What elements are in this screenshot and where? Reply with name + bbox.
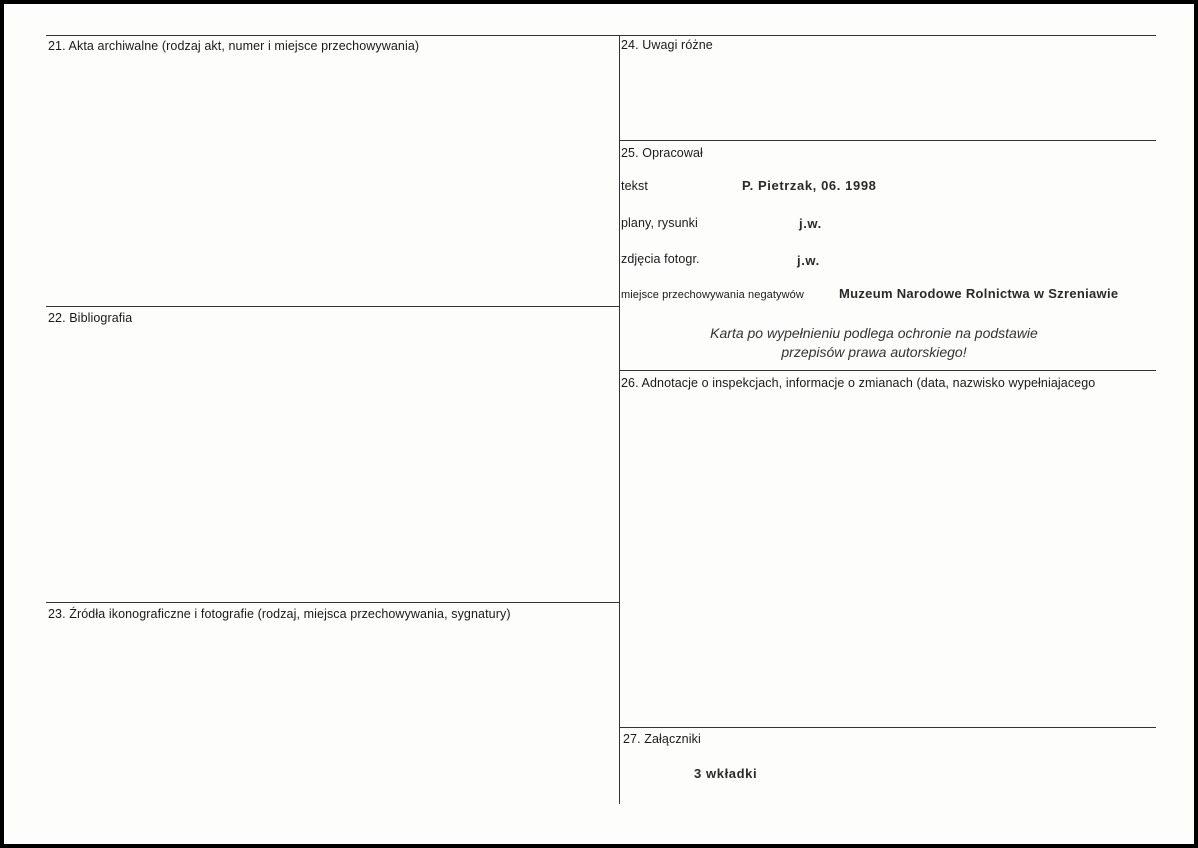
section-21-label: 21. Akta archiwalne (rodzaj akt, numer i miejsce przechowywania): [48, 39, 420, 53]
center-divider: [619, 35, 620, 804]
negatywy-value: Muzeum Narodowe Rolnictwa w Szreniawie: [839, 286, 1119, 301]
notice-line-1: Karta po wypełnieniu podlega ochronie na podstawie: [710, 325, 1038, 341]
section-27-value: 3 wkładki: [694, 766, 758, 781]
section-26-label: 26. Adnotacje o inspekcjach, informacje o zmianach (data, nazwisko wypełniajacego: [621, 376, 1096, 390]
notice-line-2: przepisów prawa autorskiego!: [781, 344, 967, 360]
rule-26-top: [619, 370, 1156, 371]
rule-25-top: [619, 140, 1156, 141]
section-24-label: 24. Uwagi różne: [621, 38, 713, 52]
zdjecia-value: j.w.: [797, 253, 820, 268]
plany-value: j.w.: [799, 216, 822, 231]
section-25-label: 25. Opracował: [621, 146, 703, 160]
plany-label: plany, rysunki: [621, 216, 698, 230]
negatywy-label: miejsce przechowywania negatywów: [621, 289, 804, 301]
section-22-label: 22. Bibliografia: [48, 311, 133, 325]
form-page: [4, 4, 1194, 844]
rule-22-top: [46, 306, 620, 307]
section-23-label: 23. Źródła ikonograficzne i fotografie (rodzaj, miejsca przechowywania, sygnatury): [48, 607, 511, 621]
copyright-notice: [704, 324, 1044, 362]
section-27-label: 27. Załączniki: [623, 732, 701, 746]
top-rule: [46, 35, 1156, 36]
rule-23-top: [46, 602, 620, 603]
rule-27-top: [619, 727, 1156, 728]
zdjecia-label: zdjęcia fotogr.: [621, 252, 700, 266]
tekst-label: tekst: [621, 179, 648, 193]
tekst-value: P. Pietrzak, 06. 1998: [742, 178, 877, 193]
